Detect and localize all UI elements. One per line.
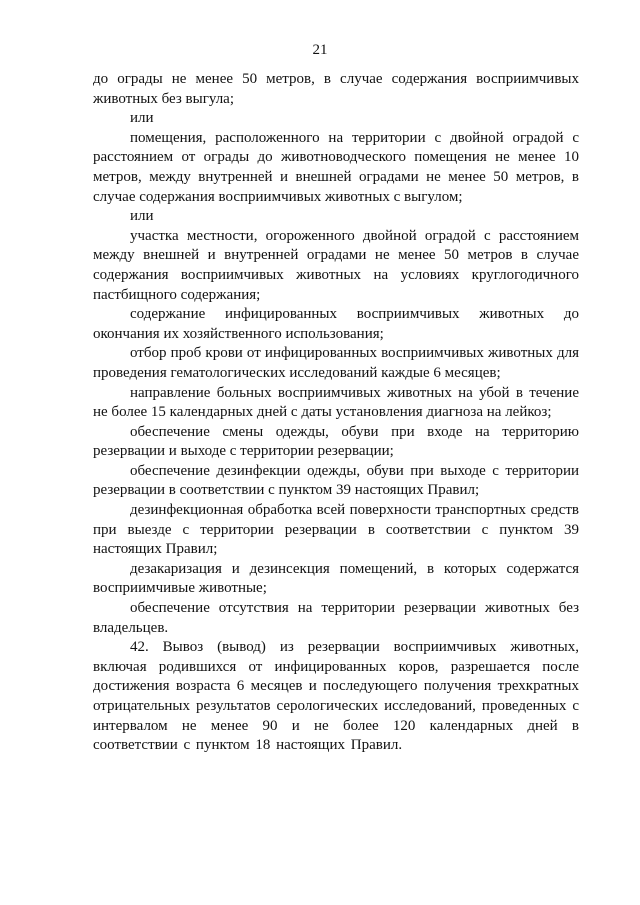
- paragraph: обеспечение отсутствия на территории резервации животных без владельцев.: [93, 600, 579, 636]
- paragraph: до ограды не менее 50 метров, в случае содержания восприимчивых животных без выгула;: [93, 71, 579, 107]
- paragraph: обеспечение дезинфекции одежды, обуви при выходе с территории резервации в соответствии с пунктом 39 настоящих Правил;: [93, 462, 579, 499]
- paragraph: помещения, расположенного на территории с двойной оградой с расстоянием от ограды до животноводческого помещения не менее 10 метров, между внутренней и внешней оградами не менее 50 метров, в случае содержания восприимчивых животных с выгулом;: [93, 129, 579, 205]
- paragraph: дезинфекционная обработка всей поверхности транспортных средств при выезде с территории резервации в соответствии с пунктом 39 настоящих Правил;: [93, 502, 579, 558]
- paragraph: дезакаризация и дезинсекция помещений, в которых содержатся восприимчивые животные;: [93, 560, 579, 597]
- paragraph: содержание инфицированных восприимчивых животных до окончания их хозяйственного использования;: [93, 306, 579, 342]
- paragraph: обеспечение смены одежды, обуви при входе на территорию резервации и выходе с территории резервации;: [93, 423, 579, 460]
- paragraph-or: или: [130, 208, 154, 225]
- paragraph-or: или: [130, 110, 154, 127]
- paragraph: участка местности, огороженного двойной оградой с расстоянием между внешней и внутренней оградами не менее 50 метров в случае содержания восприимчивых животных на условиях круглогодичного пастбищного содержания;: [93, 227, 579, 303]
- paragraph: отбор проб крови от инфицированных восприимчивых животных для проведения гематологических исследований каждые 6 месяцев;: [93, 345, 579, 381]
- document-body: [93, 70, 579, 756]
- numbered-paragraph-42: 42. Вывоз (вывод) из резервации восприимчивых животных, включая родившихся от инфицированных коров, разрешается после достижения возраста 6 месяцев и последующего получения трехкратных отрицательных результатов серологических исследований, проведенных с интервалом не менее 90 и не более 120 календарных дней в соответствии с пунктом 18 настоящих Правил.: [93, 639, 579, 754]
- paragraph: направление больных восприимчивых животных на убой в течение не более 15 календарных дней с даты установления диагноза на лейкоз;: [93, 384, 579, 421]
- page-number: 21: [312, 42, 328, 58]
